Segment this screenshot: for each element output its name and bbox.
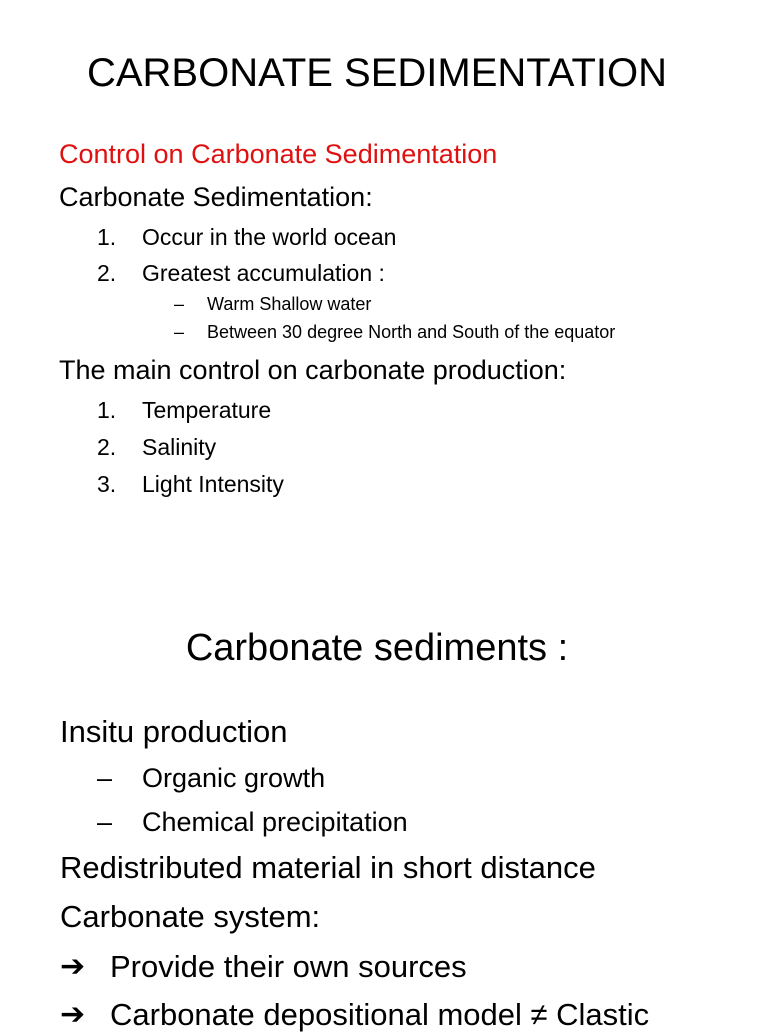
- list-number: 1.: [97, 224, 117, 250]
- dash-bullet: –: [174, 294, 185, 314]
- sub-list-item: Between 30 degree North and South of the equator: [207, 322, 616, 342]
- sub-list-item: Chemical precipitation: [142, 807, 408, 837]
- slide-title: Carbonate sediments :: [185, 627, 569, 669]
- list-item: Greatest accumulation :: [142, 260, 385, 286]
- subheading: Control on Carbonate Sedimentation: [59, 139, 498, 169]
- list-number: 2.: [97, 260, 117, 286]
- sub-list-item: Warm Shallow water: [207, 294, 372, 314]
- list-item: Light Intensity: [142, 471, 284, 497]
- dash-bullet: –: [97, 807, 113, 837]
- list-number: 1.: [97, 397, 117, 423]
- section-heading-main-control: The main control on carbonate production:: [59, 355, 567, 385]
- arrow-right-icon: ➔: [60, 998, 86, 1031]
- arrow-list-item: Carbonate depositional model ≠ Clastic: [110, 997, 650, 1032]
- list-item: Temperature: [142, 397, 272, 423]
- carbonate-system-line: Carbonate system:: [60, 899, 321, 934]
- sub-list-item: Organic growth: [142, 763, 326, 793]
- insitu-production-line: Insitu production: [60, 714, 288, 749]
- list-item: Salinity: [142, 434, 217, 460]
- list-item: Occur in the world ocean: [142, 224, 397, 250]
- slide-title: CARBONATE SEDIMENTATION: [86, 51, 668, 95]
- arrow-list-item: Provide their own sources: [110, 949, 467, 984]
- section-heading-sedimentation: Carbonate Sedimentation:: [59, 182, 373, 212]
- dash-bullet: –: [97, 763, 113, 793]
- list-number: 2.: [97, 434, 117, 460]
- list-number: 3.: [97, 471, 117, 497]
- arrow-right-icon: ➔: [60, 950, 86, 983]
- redistributed-line: Redistributed material in short distance: [60, 850, 596, 885]
- dash-bullet: –: [174, 322, 185, 342]
